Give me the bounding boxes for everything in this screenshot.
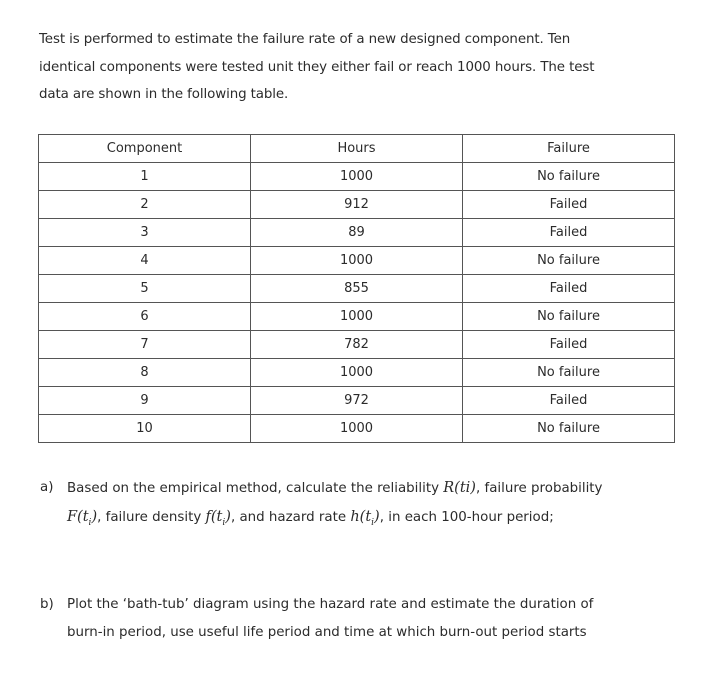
cell-hours: 1000 — [251, 247, 463, 275]
math-reliability: R(ti) — [443, 480, 476, 496]
math-sub: i — [88, 517, 92, 528]
intro-line-3: data are shown in the following table. — [39, 87, 289, 102]
math-failure-density — [205, 509, 231, 528]
problem-statement — [39, 26, 679, 109]
table-row — [39, 191, 675, 219]
table-row — [39, 359, 675, 387]
table-row — [39, 219, 675, 247]
question-a — [40, 474, 690, 537]
question-b-marker: b) — [40, 596, 54, 612]
cell-failure: No failure — [463, 359, 675, 387]
cell-hours: 1000 — [251, 163, 463, 191]
question-a-line-2 — [67, 503, 690, 537]
question-a-text-5: , in each 100-hour period; — [379, 510, 554, 525]
math-close: ) — [91, 509, 98, 525]
table-header-row — [39, 135, 675, 163]
cell-failure: Failed — [463, 331, 675, 359]
question-a-text-4: , and hazard rate — [230, 510, 351, 525]
table-row — [39, 247, 675, 275]
cell-failure: Failed — [463, 219, 675, 247]
cell-hours: 1000 — [251, 359, 463, 387]
cell-hours: 972 — [251, 387, 463, 415]
cell-failure: No failure — [463, 303, 675, 331]
cell-component: 8 — [39, 359, 251, 387]
table-row — [39, 387, 675, 415]
cell-hours: 855 — [251, 275, 463, 303]
cell-component: 6 — [39, 303, 251, 331]
question-b — [40, 591, 690, 647]
question-b-line-1: Plot the ‘bath-tub’ diagram using the hazard rate and estimate the duration of — [67, 596, 594, 612]
math-failure-probability — [67, 509, 98, 528]
test-data-table — [38, 134, 675, 443]
cell-component: 4 — [39, 247, 251, 275]
header-component: Component — [39, 135, 251, 163]
question-a-marker: a) — [40, 480, 54, 495]
cell-component: 7 — [39, 331, 251, 359]
math-sub: i — [222, 517, 226, 528]
cell-hours: 1000 — [251, 303, 463, 331]
question-b-line-2: burn-in period, use useful life period and time at which burn-out period starts — [67, 624, 587, 640]
math-h: h(t — [350, 509, 372, 525]
header-hours: Hours — [251, 135, 463, 163]
cell-failure: No failure — [463, 163, 675, 191]
intro-line-1: Test is performed to estimate the failure rate of a new designed component. Ten — [39, 32, 571, 47]
question-a-line-1 — [67, 474, 690, 503]
cell-failure: No failure — [463, 247, 675, 275]
cell-component: 2 — [39, 191, 251, 219]
table-row — [39, 275, 675, 303]
cell-failure: No failure — [463, 415, 675, 443]
cell-component: 3 — [39, 219, 251, 247]
cell-failure: Failed — [463, 387, 675, 415]
table-row — [39, 331, 675, 359]
cell-failure: Failed — [463, 191, 675, 219]
table-row — [39, 303, 675, 331]
question-a-text-2: , failure probability — [475, 481, 603, 496]
cell-component: 5 — [39, 275, 251, 303]
table-row — [39, 163, 675, 191]
header-failure: Failure — [463, 135, 675, 163]
question-a-text-3: , failure density — [97, 510, 206, 525]
cell-component: 10 — [39, 415, 251, 443]
cell-failure: Failed — [463, 275, 675, 303]
cell-hours: 1000 — [251, 415, 463, 443]
math-f-lower: f(t — [205, 509, 223, 525]
question-a-text-1: Based on the empirical method, calculate the reliability — [67, 481, 444, 496]
math-sub: i — [371, 517, 375, 528]
questions — [40, 474, 690, 647]
table-row — [39, 415, 675, 443]
intro-line-2: identical components were tested unit they either fail or reach 1000 hours. The test — [39, 59, 595, 75]
cell-hours: 912 — [251, 191, 463, 219]
math-hazard-rate — [350, 509, 380, 528]
math-f-cap: F(t — [67, 509, 89, 525]
math-close: ) — [225, 509, 231, 525]
cell-component: 9 — [39, 387, 251, 415]
math-close: ) — [374, 509, 380, 525]
cell-component: 1 — [39, 163, 251, 191]
cell-hours: 782 — [251, 331, 463, 359]
cell-hours: 89 — [251, 219, 463, 247]
